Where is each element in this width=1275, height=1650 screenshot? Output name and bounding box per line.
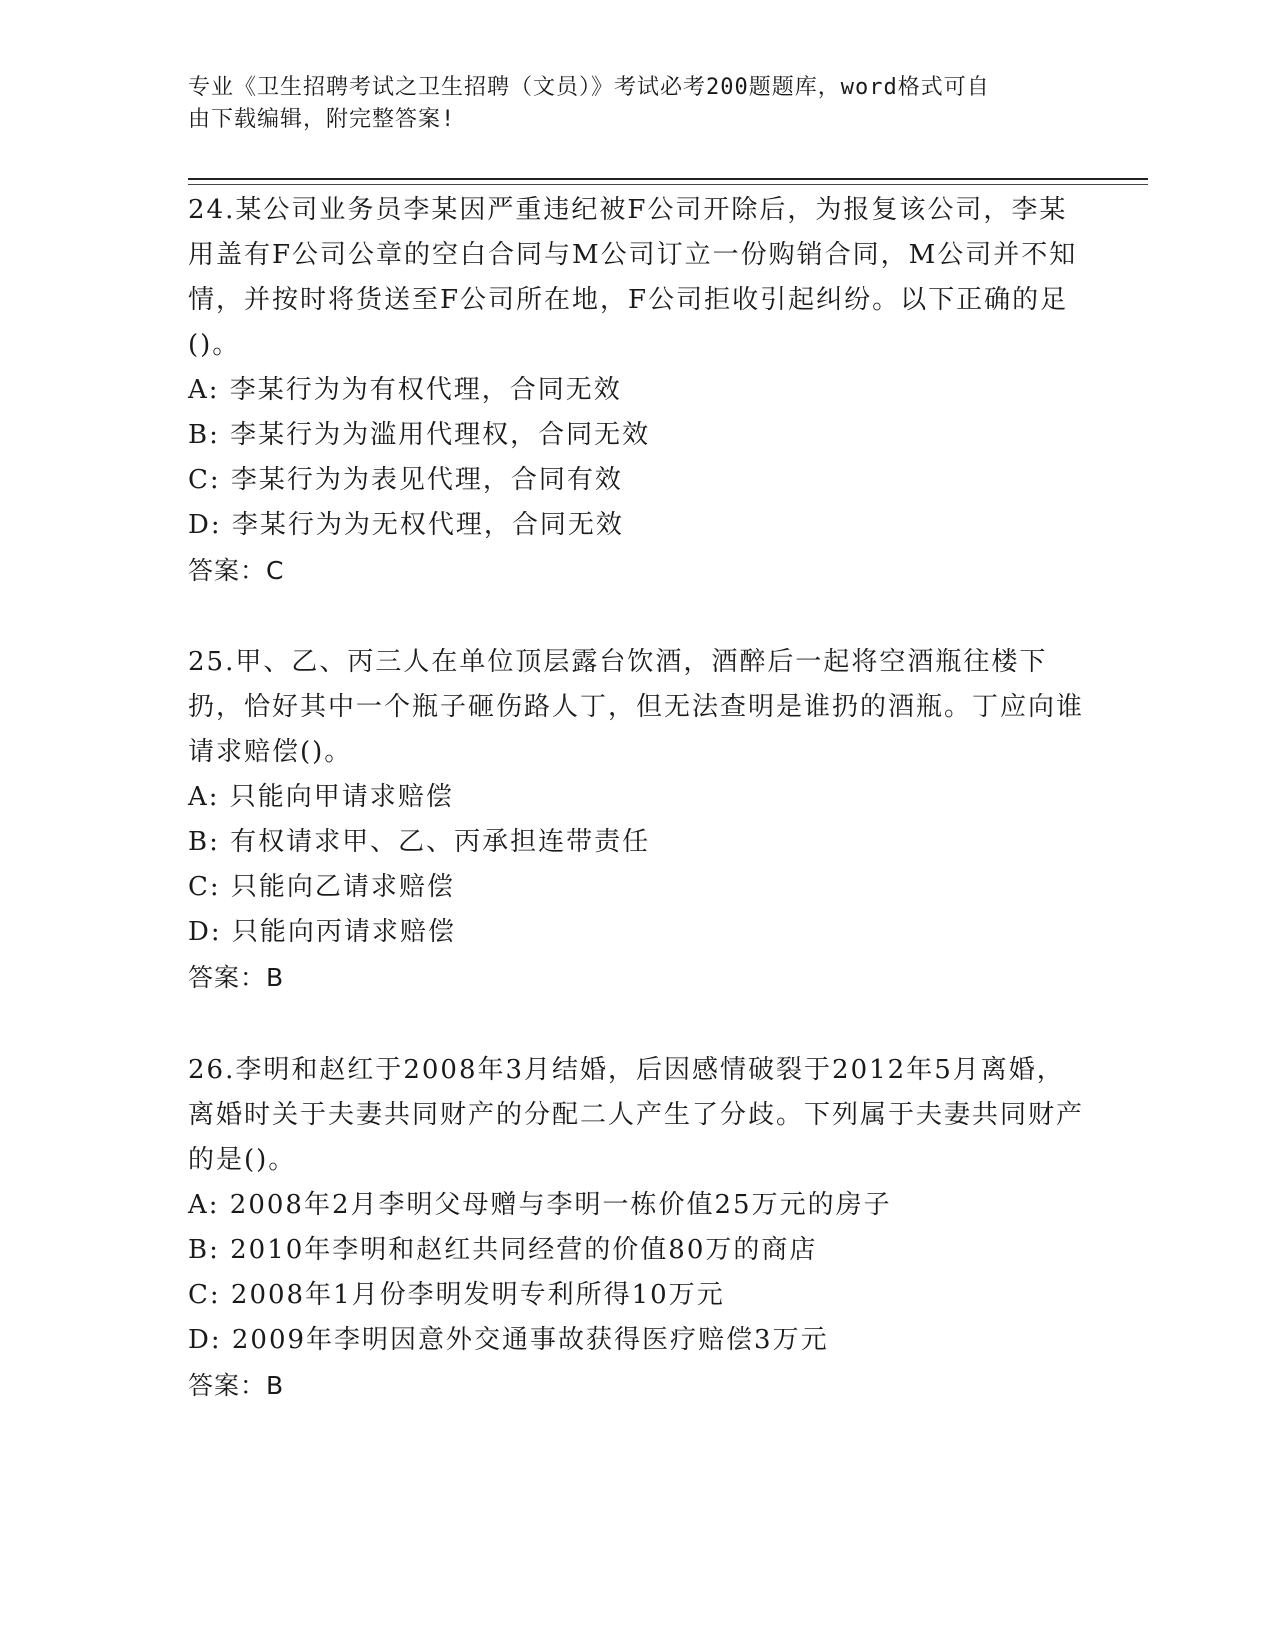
header-divider-thin [188, 184, 1148, 185]
header-divider [188, 178, 1148, 180]
option-d: D: 2009年李明因意外交通事故获得医疗赔偿3万元 [188, 1325, 829, 1355]
answer: 答案：B [188, 1371, 285, 1400]
answer: 答案：B [188, 963, 285, 992]
document-header [188, 72, 1088, 136]
answer: 答案：C [188, 556, 285, 585]
option-b: B: 2010年李明和赵红共同经营的价值80万的商店 [188, 1235, 818, 1265]
option-b: B: 有权请求甲、乙、丙承担连带责任 [188, 827, 651, 857]
question-25 [188, 640, 1088, 1000]
option-d: D: 李某行为为无权代理，合同无效 [188, 510, 624, 540]
option-c: C: 李某行为为表见代理，合同有效 [188, 465, 623, 495]
question-24 [188, 188, 1088, 593]
option-c: C: 2008年1月份李明发明专利所得10万元 [188, 1280, 725, 1310]
header-line-1: 专业《卫生招聘考试之卫生招聘（文员）》考试必考200题题库，word格式可自 [188, 75, 990, 100]
question-stem: 26.李明和赵红于2008年3月结婚，后因感情破裂于2012年5月离婚，离婚时关于夫妻共同财产的分配二人产生了分歧。下列属于夫妻共同财产的是()。 [188, 1055, 1085, 1175]
question-26 [188, 1048, 1088, 1408]
option-c: C: 只能向乙请求赔偿 [188, 872, 455, 902]
option-a: A: 只能向甲请求赔偿 [188, 782, 454, 812]
option-d: D: 只能向丙请求赔偿 [188, 917, 456, 947]
question-stem: 24.某公司业务员李某因严重违纪被F公司开除后，为报复该公司，李某用盖有F公司公章的空白合同与M公司订立一份购销合同，M公司并不知情，并按时将货送至F公司所在地，F公司拒收引起纠纷。以下正确的足()。 [188, 195, 1078, 360]
header-line-2: 由下载编辑，附完整答案! [188, 107, 456, 132]
question-stem: 25.甲、乙、丙三人在单位顶层露台饮酒，酒醉后一起将空酒瓶往楼下扔，恰好其中一个瓶子砸伤路人丁，但无法查明是谁扔的酒瓶。丁应向谁请求赔偿()。 [188, 647, 1085, 767]
option-a: A: 李某行为为有权代理，合同无效 [188, 375, 622, 405]
option-b: B: 李某行为为滥用代理权，合同无效 [188, 420, 651, 450]
option-a: A: 2008年2月李明父母赠与李明一栋价值25万元的房子 [188, 1190, 892, 1220]
